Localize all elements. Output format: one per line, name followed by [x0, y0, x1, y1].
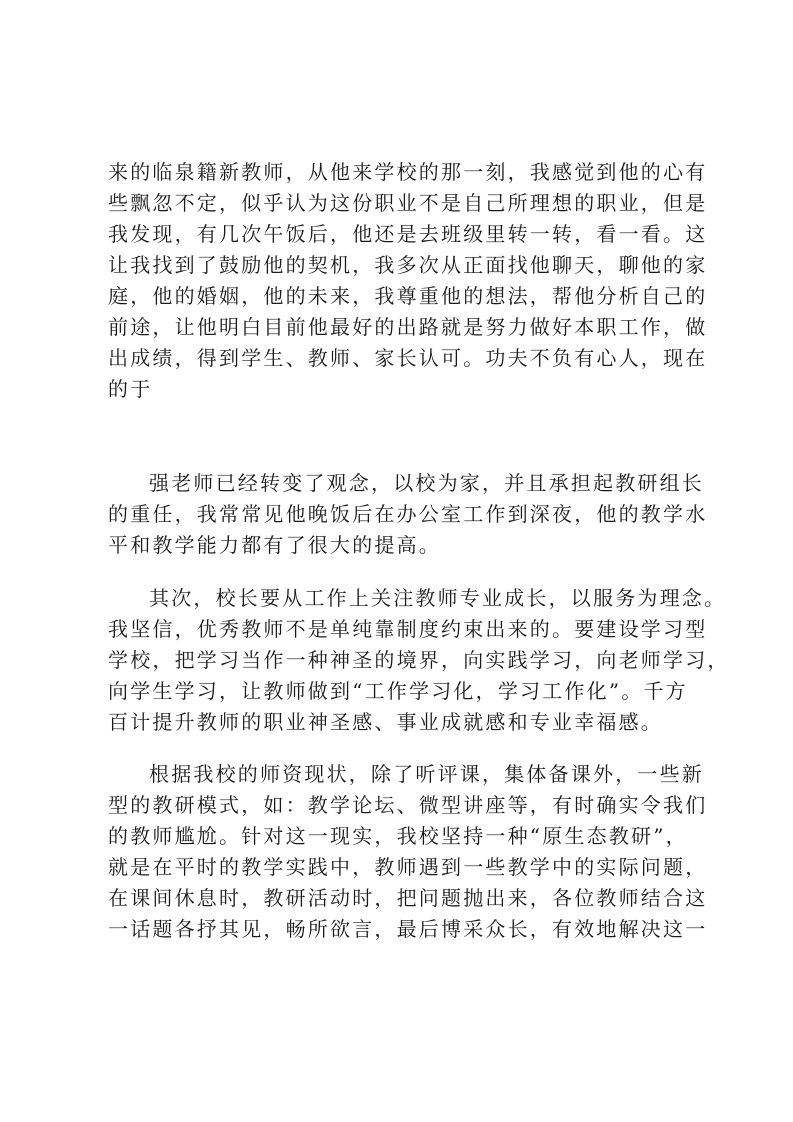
- paragraph-4: [108, 759, 708, 945]
- paragraph-3-line-4: 向学生学习，让教师做到“工作学习化，学习工作化”。千方: [108, 679, 688, 703]
- paragraph-2-line-1: 强老师已经转变了观念，以校为家，并且承担起教研组长: [149, 471, 704, 495]
- paragraph-2-line-3: 平和教学能力都有了很大的提高。: [108, 533, 441, 557]
- paragraph-3: [108, 583, 730, 738]
- paragraph-4-line-3: 的教师尴尬。针对这一现实，我校坚持一种“原生态教研”，: [108, 824, 688, 848]
- paragraph-1-line-5: 庭，他的婚姻，他的未来，我尊重他的想法，帮他分析自己的: [108, 284, 708, 308]
- paragraph-3-line-5: 百计提升教师的职业神圣感、事业成就感和专业幸福感。: [108, 710, 663, 734]
- paragraph-1: [108, 157, 708, 405]
- paragraph-2-line-2: 的重任，我常常见他晚饭后在办公室工作到深夜，他的教学水: [108, 502, 708, 526]
- paragraph-4-line-4: 就是在平时的教学实践中，教师遇到一些教学中的实际问题，: [108, 855, 708, 879]
- paragraph-1-line-8: 的于: [108, 377, 153, 401]
- paragraph-3-line-3: 学校，把学习当作一种神圣的境界，向实践学习，向老师学习，: [108, 648, 730, 672]
- paragraph-1-line-6: 前途，让他明白目前他最好的出路就是努力做好本职工作，做: [108, 315, 708, 339]
- paragraph-1-line-4: 让我找到了鼓励他的契机，我多次从正面找他聊天，聊他的家: [108, 253, 708, 277]
- paragraph-3-line-1: 其次，校长要从工作上关注教师专业成长，以服务为理念。: [149, 586, 727, 610]
- paragraph-2: [108, 468, 708, 561]
- paragraph-4-line-2: 型的教研模式，如：教学论坛、微型讲座等，有时确实令我们: [108, 793, 708, 817]
- paragraph-4-line-6: 一话题各抒其见，畅所欲言，最后博采众长，有效地解决这一: [108, 917, 708, 941]
- paragraph-1-line-3: 我发现，有几次午饭后，他还是去班级里转一转，看一看。这: [108, 222, 708, 246]
- paragraph-3-line-2: 我坚信，优秀教师不是单纯靠制度约束出来的。要建设学习型: [108, 617, 708, 641]
- paragraph-4-line-5: 在课间休息时，教研活动时，把问题抛出来，各位教师结合这: [108, 886, 708, 910]
- paragraph-1-line-1: 来的临泉籍新教师，从他来学校的那一刻，我感觉到他的心有: [108, 160, 708, 184]
- paragraph-4-line-1: 根据我校的师资现状，除了听评课，集体备课外，一些新: [149, 762, 704, 786]
- paragraph-1-line-7: 出成绩，得到学生、教师、家长认可。功夫不负有心人，现在: [108, 346, 708, 370]
- paragraph-1-line-2: 些飘忽不定，似乎认为这份职业不是自己所理想的职业，但是: [108, 191, 708, 215]
